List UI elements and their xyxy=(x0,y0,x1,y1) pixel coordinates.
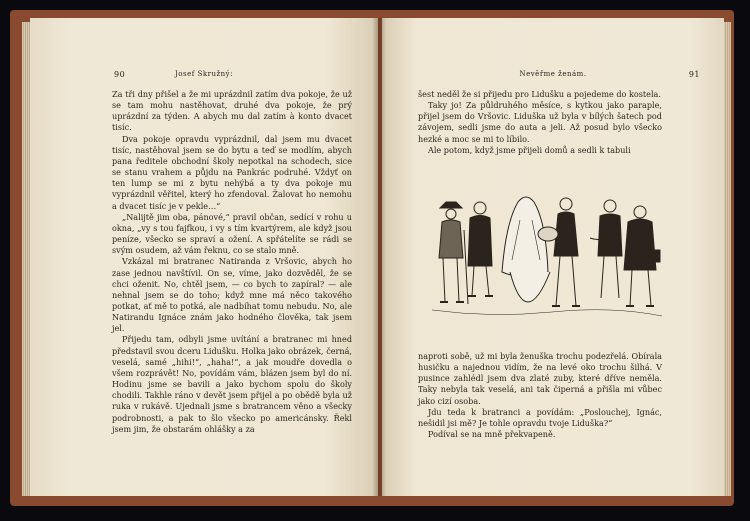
paragraph: naproti sobě, už mi byla ženuška trochu podezřelá. Obírala husičku a najednou vidím, že na levé oko trochu šilhá. V pusince zahlédl jsem dva zlaté zuby, které dříve neměla. Taky nebyla tak veselá, ani tak čiperná a přišla mi vůbec jako cizí osoba. xyxy=(418,351,662,406)
left-page-text xyxy=(112,89,352,435)
left-page-number: 90 xyxy=(114,70,126,79)
paragraph: Taky jo! Za půldruhého měsíce, s kytkou jako paraple, přijel jsem do Vršovic. Liduška už byla v bílých šatech pod závojem, sedli jsme do auta a jeli. Až posud bylo všecko hezké a moc se mi to líbilo. xyxy=(418,100,662,144)
paragraph: Přijedu tam, odbyli jsme uvítání a bratranec mi hned představil svou dceru Lidušku. Holka jako obrázek, černá, veselá, samé „hihi!“, „haha!“, a jak moudře dovedla o všem rozprávět! No, povídám vám, blázen jsem byl do ní. Hodinu jsme se bavili a jako bychom spolu do školy chodili. Takhle ráno v devět jsem přijel a po obědě byla už ruka v rukávě. Ujednali jsme s bratrancem věno a všecky podrobnosti, a pak to šlo všecko po americánsky. Řekl jsem jim, že obstarám ohlášky a za xyxy=(112,334,352,434)
right-page-header xyxy=(382,70,724,84)
book-gutter xyxy=(372,18,386,496)
wedding-illustration xyxy=(418,190,668,338)
paragraph: „Nalijtě jim oba, pánové,“ pravil občan, sedící v rohu u okna, „vy s tou fajfkou, i vy s tím kvartýrem, ale když jsou peníze, všecko se spraví a ožení. A spřátelíte se rádi se svým osudem, až vám řeknu, co se stalo mně. xyxy=(112,211,352,256)
left-page-header xyxy=(30,70,378,84)
open-book xyxy=(10,10,734,506)
right-page-number: 91 xyxy=(688,70,700,79)
paragraph: Podíval se na mně překvapeně. xyxy=(428,429,556,440)
right-page xyxy=(382,18,724,496)
paragraph: Vzkázal mi bratranec Natiranda z Vršovic, abych ho zase jednou navštívil. On se, víme, jako dozvěděl, že se chci oženit. No, chtěl jsem, — co bych to zapíral? — ale nehnal jsem se do toho; když mne má něco takového potkat, ať mě to potká, ale nadbíhat tomu nebudu. No, ale Natirandu Ignáce znám jako hodného člověka, tak jsem jel. xyxy=(112,256,352,334)
page-edges-right xyxy=(724,22,731,496)
right-running-head: Nevěřme ženám. xyxy=(519,70,587,78)
paragraph: šest neděl že si přijedu pro Lidušku a pojedeme do kostela. xyxy=(418,89,661,99)
right-page-text-bottom xyxy=(418,351,662,440)
wedding-illustration-drawing xyxy=(418,190,668,338)
page-edges-left xyxy=(22,22,30,496)
paragraph: Za tři dny přišel a že mi uprázdnil zatím dva pokoje, že už se tam mohu nastěhovat, druhé dva pokoje, že prý uprázdní za týden. A abych mu dal zatím à konto dvacet tisíc. xyxy=(112,89,352,133)
left-running-head: Josef Skružný: xyxy=(175,70,233,78)
right-page-text-top xyxy=(418,89,662,156)
left-page xyxy=(30,18,378,496)
paragraph: Ale potom, když jsme přijeli domů a sedli k tabuli xyxy=(428,144,631,155)
paragraph: Jdu teda k bratranci a povídám: „Poslouchej, Ignác, nešidil jsi mě? Je tohle opravdu tvoje Liduška?“ xyxy=(418,406,662,428)
paragraph: Dva pokoje opravdu vyprázdnil, dal jsem mu dvacet tisíc, nastěhoval jsem se do bytu a teď se modlím, abych pana ředitele obchodní školy nepotkal na schodech, sice se stanu vrahem a půjdu na Pankrác podruhé. Vždyť on ten lump se mi z bytu nehýbá a ty dva pokoje mu vyprázdnil věřitel, který ho zfendoval. Žalovat ho nemohu a dvacet tisíc je v pekle…“ xyxy=(112,133,352,211)
